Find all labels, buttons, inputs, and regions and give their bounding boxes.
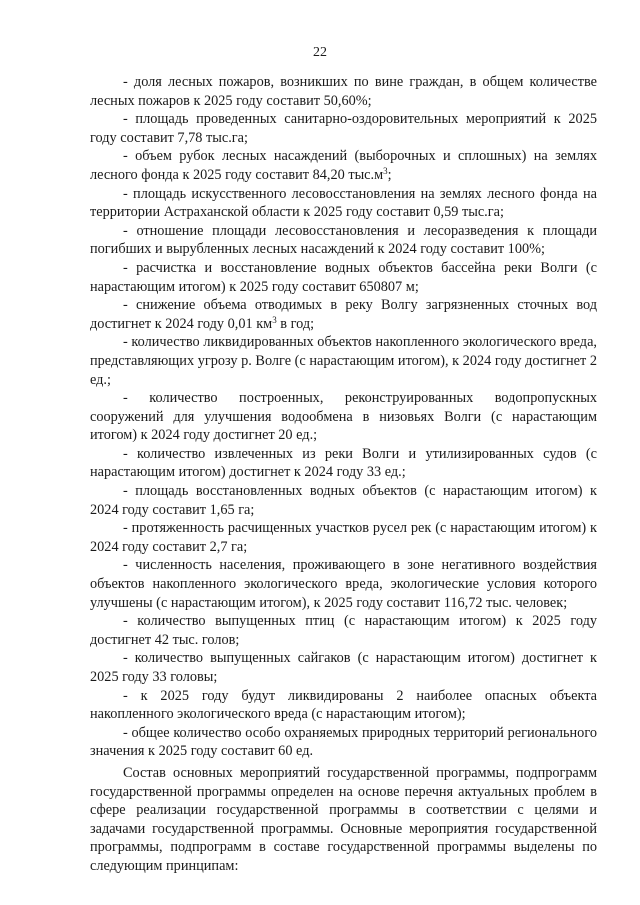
indicator-item (90, 73, 597, 110)
indicator-text: - количество выпущенных сайгаков (с нарастающим итогом) достигнет к 2025 году 33 головы; (90, 650, 597, 685)
indicator-item (90, 687, 597, 724)
indicator-item (90, 333, 597, 389)
indicator-text: - площадь восстановленных водных объектов (с нарастающим итогом) к 2024 году составит 1,65 га; (90, 483, 597, 518)
unit-superscript: 3 (383, 165, 388, 176)
indicator-text: - площадь искусственного лесовосстановления на землях лесного фонда на территории Астраханской области к 2025 году составит 0,59 тыс.га; (90, 185, 597, 221)
indicator-text: - количество выпущенных птиц (с нарастающим итогом) к 2025 году достигнет 42 тыс. голов; (90, 613, 597, 648)
indicator-text: - количество ликвидированных объектов накопленного экологического вреда, представляющих угрозу р. Волге (с нарастающим итогом), к 2024 году достигнет 2 ед.; (90, 334, 597, 388)
indicator-item (90, 259, 597, 296)
indicator-list (90, 73, 597, 761)
indicator-text: - площадь проведенных санитарно-оздоровительных мероприятий к 2025 году составит 7,78 тыс.га; (90, 111, 597, 146)
indicator-text: - протяженность расчищенных участков русел рек (с нарастающим итогом) к 2024 году составит 2,7 га; (90, 520, 597, 555)
indicator-text-tail: ; (387, 166, 392, 183)
indicator-item (90, 445, 597, 482)
indicator-item (90, 389, 597, 445)
indicator-text: - доля лесных пожаров, возникших по вине граждан, в общем количестве лесных пожаров к 2025 году составит 50,60%; (90, 74, 597, 109)
indicator-text: - общее количество особо охраняемых природных территорий регионального значения к 2025 году составит 60 ед. (90, 724, 597, 760)
indicator-item (90, 519, 597, 556)
indicator-text: - к 2025 году будут ликвидированы 2 наиболее опасных объекта накопленного экологического вреда (с нарастающим итогом); (90, 687, 597, 723)
indicator-item (90, 724, 597, 761)
indicator-text: - расчистка и восстановление водных объектов бассейна реки Волги (с нарастающим итогом) к 2025 году составит 650807 м; (90, 259, 597, 295)
page-number: 22 (313, 45, 327, 60)
indicator-item (90, 296, 597, 333)
indicator-item (90, 147, 597, 184)
document-body (90, 73, 597, 876)
indicator-item (90, 556, 597, 612)
indicator-item (90, 649, 597, 686)
indicator-text: - численность населения, проживающего в зоне негативного воздействия объектов накопленного экологического вреда, экологические условия которого улучшены (с нарастающим итогом), к 2025 году составит 116,72 тыс. человек; (90, 557, 597, 611)
indicator-text: - отношение площади лесовосстановления и лесоразведения к площади погибших и вырубленных лесных насаждений к 2024 году составит 100%; (90, 222, 597, 258)
indicator-text-tail: в год; (276, 315, 315, 332)
indicator-text: - количество извлеченных из реки Волги и утилизированных судов (с нарастающим итогом) достигнет к 2024 году 33 ед.; (90, 445, 597, 481)
indicator-item (90, 612, 597, 649)
indicator-item (90, 482, 597, 519)
unit-superscript: 3 (272, 314, 277, 325)
indicator-text: - снижение объема отводимых в реку Волгу загрязненных сточных вод достигнет к 2024 году 0,01 км (90, 297, 597, 332)
indicator-item (90, 110, 597, 147)
indicator-text: - количество построенных, реконструированных водопропускных сооружений для улучшения водообмена в низовьях Волги (с нарастающим итогом) к 2024 году достигнет 20 ед.; (90, 390, 597, 444)
indicator-item (90, 222, 597, 259)
indicator-text: - объем рубок лесных насаждений (выборочных и сплошных) на землях лесного фонда к 2025 году составит 84,20 тыс.м (90, 148, 597, 183)
indicator-item (90, 185, 597, 222)
closing-paragraph: Состав основных мероприятий государственной программы, подпрограмм государственной программы определен на основе перечня актуальных проблем в сфере реализации государственной программы в соответствии с целями и задачами государственной программы. Основные мероприятия государственной программы, подпрограмм в составе государственной программы выделены по следующим принципам: (90, 764, 597, 874)
